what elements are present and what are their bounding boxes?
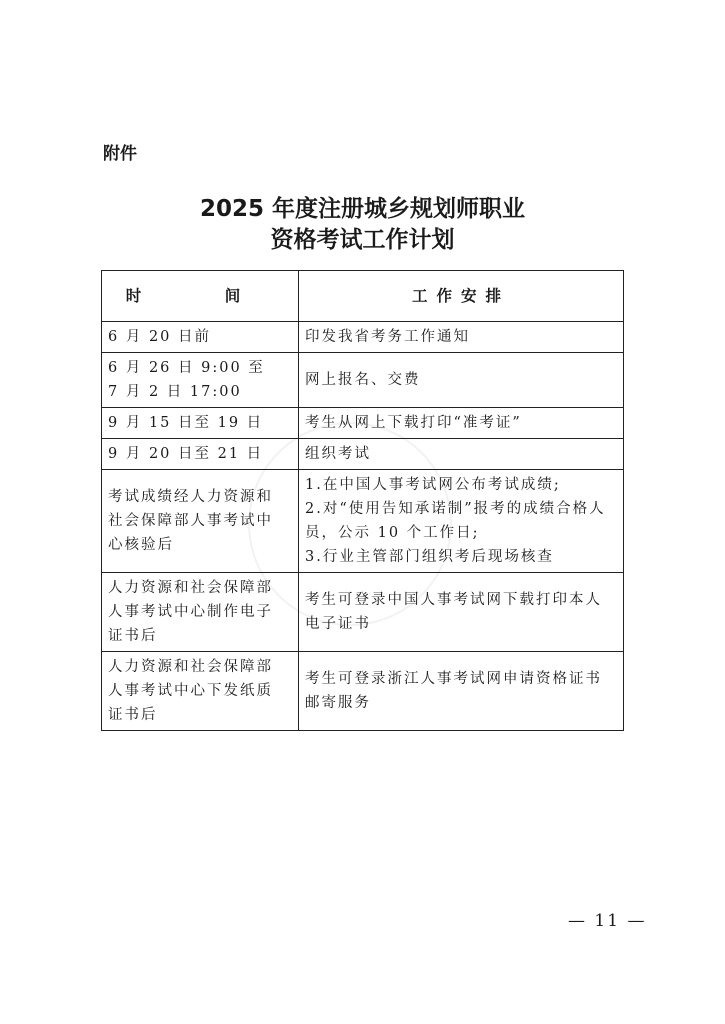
time-cell: [102, 470, 299, 573]
header-time: 时 间: [102, 271, 299, 322]
table-row: [102, 652, 624, 731]
table-row: [102, 408, 624, 439]
work-plan-table: [101, 270, 624, 731]
task-cell: [299, 439, 624, 470]
time-text: 证书后: [108, 707, 158, 723]
document-title-line-1: 2025 年度注册城乡规划师职业: [199, 196, 526, 222]
time-cell: [102, 353, 299, 408]
table-row: [102, 573, 624, 652]
task-cell: [299, 353, 624, 408]
time-text: 人力资源和社会保障部: [108, 659, 273, 675]
task-cell: [299, 408, 624, 439]
time-text: 心核验后: [108, 537, 174, 553]
time-text: 人力资源和社会保障部: [108, 580, 273, 596]
task-text: 网上报名、交费: [305, 372, 421, 388]
time-text: 7 月 2 日 17:00: [108, 384, 242, 400]
page-number: — 11 —: [568, 911, 647, 931]
task-text: 2.对“使用告知承诺制”报考的成绩合格人: [305, 501, 606, 517]
time-cell: [102, 408, 299, 439]
task-text: 印发我省考务工作通知: [305, 329, 470, 345]
table-row: [102, 353, 624, 408]
time-text: 社会保障部人事考试中: [108, 513, 273, 529]
header-work-arrangement: 工作安排: [299, 271, 624, 322]
time-text: 人事考试中心制作电子: [108, 604, 273, 620]
table-row: [102, 439, 624, 470]
task-text: 考生可登录浙江人事考试网申请资格证书: [305, 671, 602, 687]
time-text: 6 月 20 日前: [108, 329, 212, 345]
attachment-label: 附件: [103, 144, 137, 164]
task-cell: [299, 470, 624, 573]
task-text: 3.行业主管部门组织考后现场核查: [305, 549, 554, 565]
time-cell: [102, 573, 299, 652]
task-text: 考生从网上下载打印“准考证”: [305, 415, 522, 431]
time-text: 证书后: [108, 628, 158, 644]
time-cell: [102, 652, 299, 731]
table-row: [102, 470, 624, 573]
task-cell: [299, 652, 624, 731]
task-cell: [299, 322, 624, 353]
table-row: [102, 322, 624, 353]
task-text: 电子证书: [305, 616, 371, 632]
document-title-line-2: 资格考试工作计划: [270, 227, 455, 253]
time-text: 人事考试中心下发纸质: [108, 683, 273, 699]
task-text: 组织考试: [305, 446, 371, 462]
task-text: 邮寄服务: [305, 695, 371, 711]
time-text: 9 月 15 日至 19 日: [108, 415, 264, 431]
task-text: 员，公示 10 个工作日;: [305, 525, 480, 541]
task-cell: [299, 573, 624, 652]
time-text: 9 月 20 日至 21 日: [108, 446, 264, 462]
table-header-row: [102, 271, 624, 322]
time-text: 考试成绩经人力资源和: [108, 489, 273, 505]
task-text: 考生可登录中国人事考试网下载打印本人: [305, 592, 602, 608]
time-text: 6 月 26 日 9:00 至: [108, 360, 265, 376]
task-text: 1.在中国人事考试网公布考试成绩;: [305, 477, 561, 493]
time-cell: [102, 322, 299, 353]
time-cell: [102, 439, 299, 470]
